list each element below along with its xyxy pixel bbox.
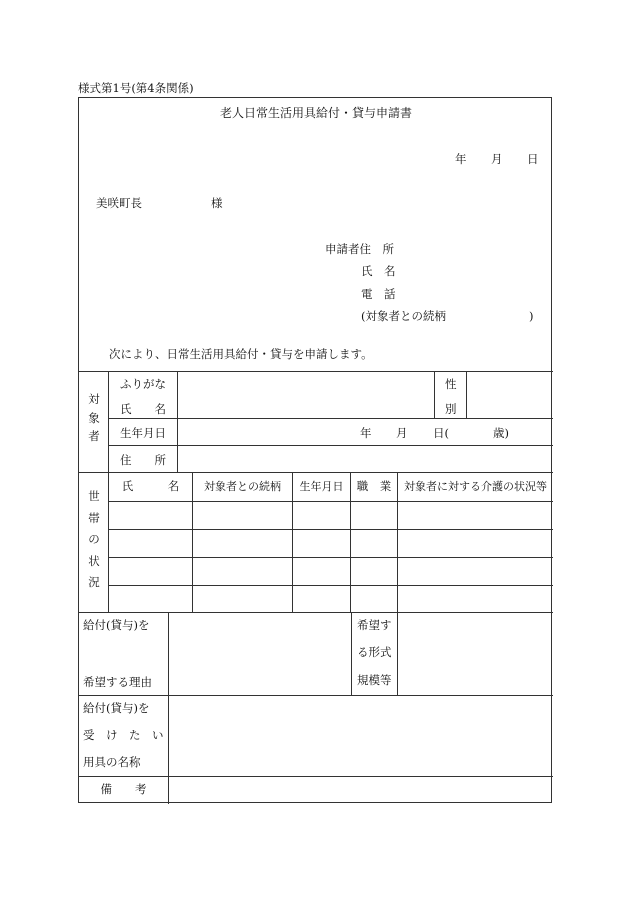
household-section-label: 世 帯 の 状 況 (88, 489, 100, 589)
applicant-relation-close: ) (529, 309, 534, 323)
subject-address-label: 住 所 (120, 453, 166, 467)
item-label-3: 用具の名称 (83, 755, 141, 769)
addressee-honorific: 様 (211, 196, 223, 210)
date-month-label: 月 (491, 152, 503, 166)
birthdate-month: 月 (396, 426, 408, 440)
gender-label-2: 別 (445, 402, 457, 416)
household-col-relation: 対象者との続柄 (204, 480, 281, 493)
subject-name-label: 氏 名 (120, 402, 166, 416)
addressee-name: 美咲町長 (96, 196, 142, 210)
birthdate-year: 年 (360, 426, 372, 440)
birthdate-day: 日( (433, 426, 449, 440)
item-label-1: 給付(貸与)を (83, 701, 150, 715)
gender-label: 性 (445, 377, 457, 391)
date-year-label: 年 (455, 152, 467, 166)
reason-label-1: 給付(貸与)を (83, 618, 150, 632)
item-label-2: 受 け た い (83, 728, 164, 742)
form-scale-label-1: 希望す (357, 618, 392, 632)
date-day-label: 日 (527, 152, 539, 166)
applicant-name-label: 氏 名 (361, 264, 396, 278)
subject-section-label: 対 象 者 (88, 392, 100, 443)
household-col-name: 氏 名 (121, 479, 180, 493)
household-col-occupation: 職 業 (356, 479, 392, 493)
remarks-label: 備 考 (100, 782, 147, 796)
applicant-relation-label: (対象者との続柄 (361, 309, 446, 323)
birthdate-label: 生年月日 (120, 426, 166, 440)
form-number: 様式第1号(第4条関係) (78, 81, 194, 95)
application-form (78, 97, 552, 803)
furigana-label: ふりがな (120, 377, 166, 391)
applicant-phone-label: 電 話 (361, 287, 396, 301)
form-scale-label-2: る形式 (357, 645, 392, 659)
household-col-birthdate: 生年月日 (299, 480, 344, 493)
form-title: 老人日常生活用具給付・貸与申請書 (219, 106, 412, 120)
reason-label-2: 希望する理由 (83, 675, 152, 689)
applicant-address-label: 申請者住 所 (325, 242, 394, 256)
application-statement: 次により、日常生活用具給付・貸与を申請します。 (109, 347, 373, 361)
form-scale-label-3: 規模等 (357, 673, 392, 687)
age-label: 歳) (493, 426, 509, 440)
household-col-care: 対象者に対する介護の状況等 (404, 480, 547, 493)
